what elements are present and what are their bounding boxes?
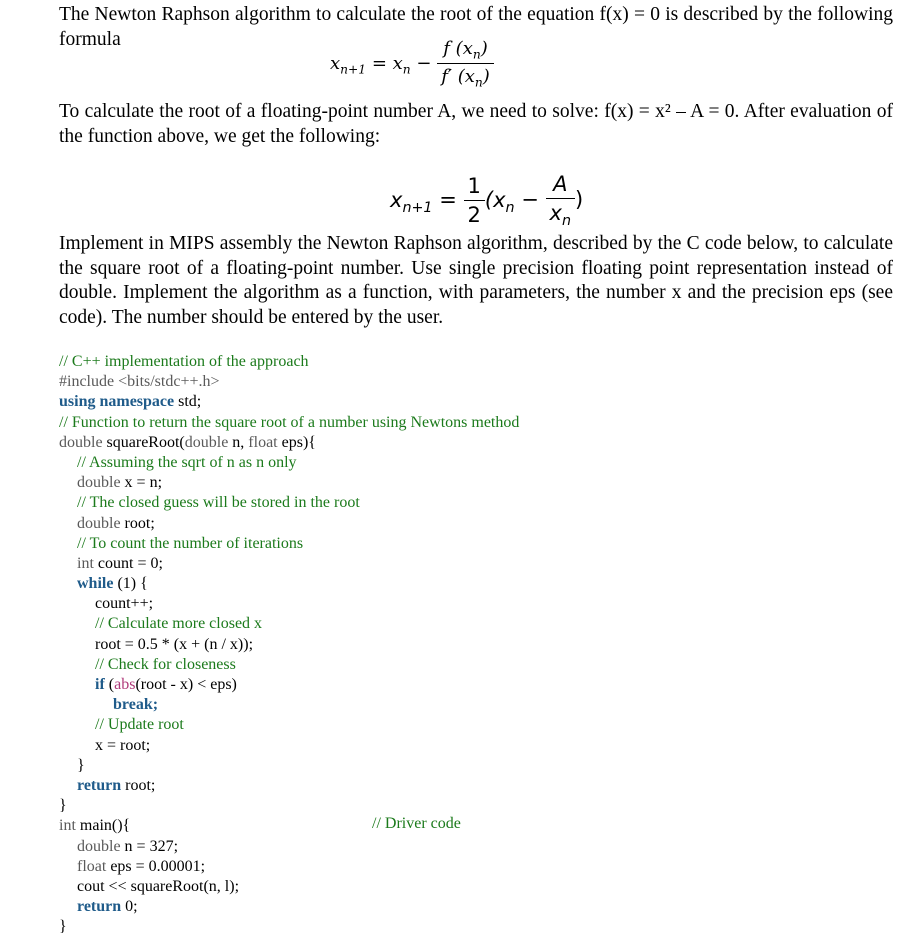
code-line: // The closed guess will be stored in the root (77, 494, 360, 512)
problem-text: To calculate the root of a floating-point number A, we need to solve: f(x) = x² – A = 0. After evaluation of the function above, we get the following: (59, 101, 893, 147)
newton-formula (330, 38, 494, 90)
code-line: double n = 327; (77, 837, 179, 855)
sqrt-formula (390, 172, 583, 229)
code-line: while (1) { (77, 575, 148, 593)
code-line: #include <bits/stdc++.h> (59, 373, 220, 391)
code-line: float eps = 0.00001; (77, 857, 206, 875)
formula1-fraction (437, 38, 494, 90)
code-line: if (abs(root - x) < eps) (95, 676, 237, 693)
code-line: count++; (95, 595, 154, 613)
code-line: // Check for closeness (95, 655, 236, 673)
formula1-numerator: f $(x_n)$ (443, 38, 488, 62)
code-line: double x = n; (77, 474, 163, 492)
formula1-denominator: f′ $(x_n)$ (437, 63, 494, 89)
problem-paragraph (59, 100, 893, 149)
task-text: Implement in MIPS assembly the Newton Raphson algorithm, described by the C code below, to calculate the square root of a floating-point number. Use single precision floating point representation instead of double. Implement the algorithm as a function, with parameters, the number x and the precision eps (see code). The number should be entered by the user. (59, 233, 893, 328)
code-line: } (59, 797, 67, 815)
code-line: return 0; (77, 898, 138, 916)
code-line: // To count the number of iterations (77, 534, 304, 552)
formula2-minus: − (521, 187, 539, 212)
code-line: // Calculate more closed x (95, 615, 263, 633)
code-line: // Assuming the sqrt of n as n only (77, 453, 297, 471)
code-line: x = root; (95, 736, 151, 754)
intro-text: The Newton Raphson algorithm to calculate the root of the equation f(x) = 0 is described by the following formula (59, 4, 893, 50)
code-line: break; (113, 696, 159, 714)
formula2-close: ) (575, 187, 584, 212)
code-line: cout << squareRoot(n, l); (77, 877, 240, 895)
formula1-equals: = $x_n$ − (371, 52, 432, 77)
formula1-lhs: $x_{n+1}$ (330, 52, 367, 77)
code-line: double squareRoot(double n, float eps){ (59, 433, 316, 451)
code-line: int main(){ (59, 817, 131, 835)
task-paragraph (59, 232, 893, 330)
code-listing (59, 352, 519, 937)
code-line: } (59, 918, 67, 936)
driver-code-comment: // Driver code (372, 815, 461, 832)
formula2-equals: = (439, 187, 457, 212)
code-line: int count = 0; (77, 554, 163, 572)
code-line: root = 0.5 * (x + (n / x)); (95, 635, 254, 653)
code-line: using namespace std; (59, 393, 202, 411)
formula2-lhs: $x_{n+1}$ (390, 187, 433, 216)
code-line: // Function to return the square root of a number using Newtons method (59, 413, 520, 431)
formula2-a-fraction: $\frac{A}{x_n}$ (546, 172, 575, 229)
code-line: return root; (77, 776, 156, 794)
formula2-open: ($x_n$ (484, 187, 515, 216)
formula2-half: $\frac{1}{2}$ (464, 174, 485, 227)
code-line: // Update root (95, 716, 184, 734)
code-line: double root; (77, 514, 155, 532)
code-line: } (77, 756, 85, 774)
code-line: // C++ implementation of the approach (59, 353, 309, 370)
